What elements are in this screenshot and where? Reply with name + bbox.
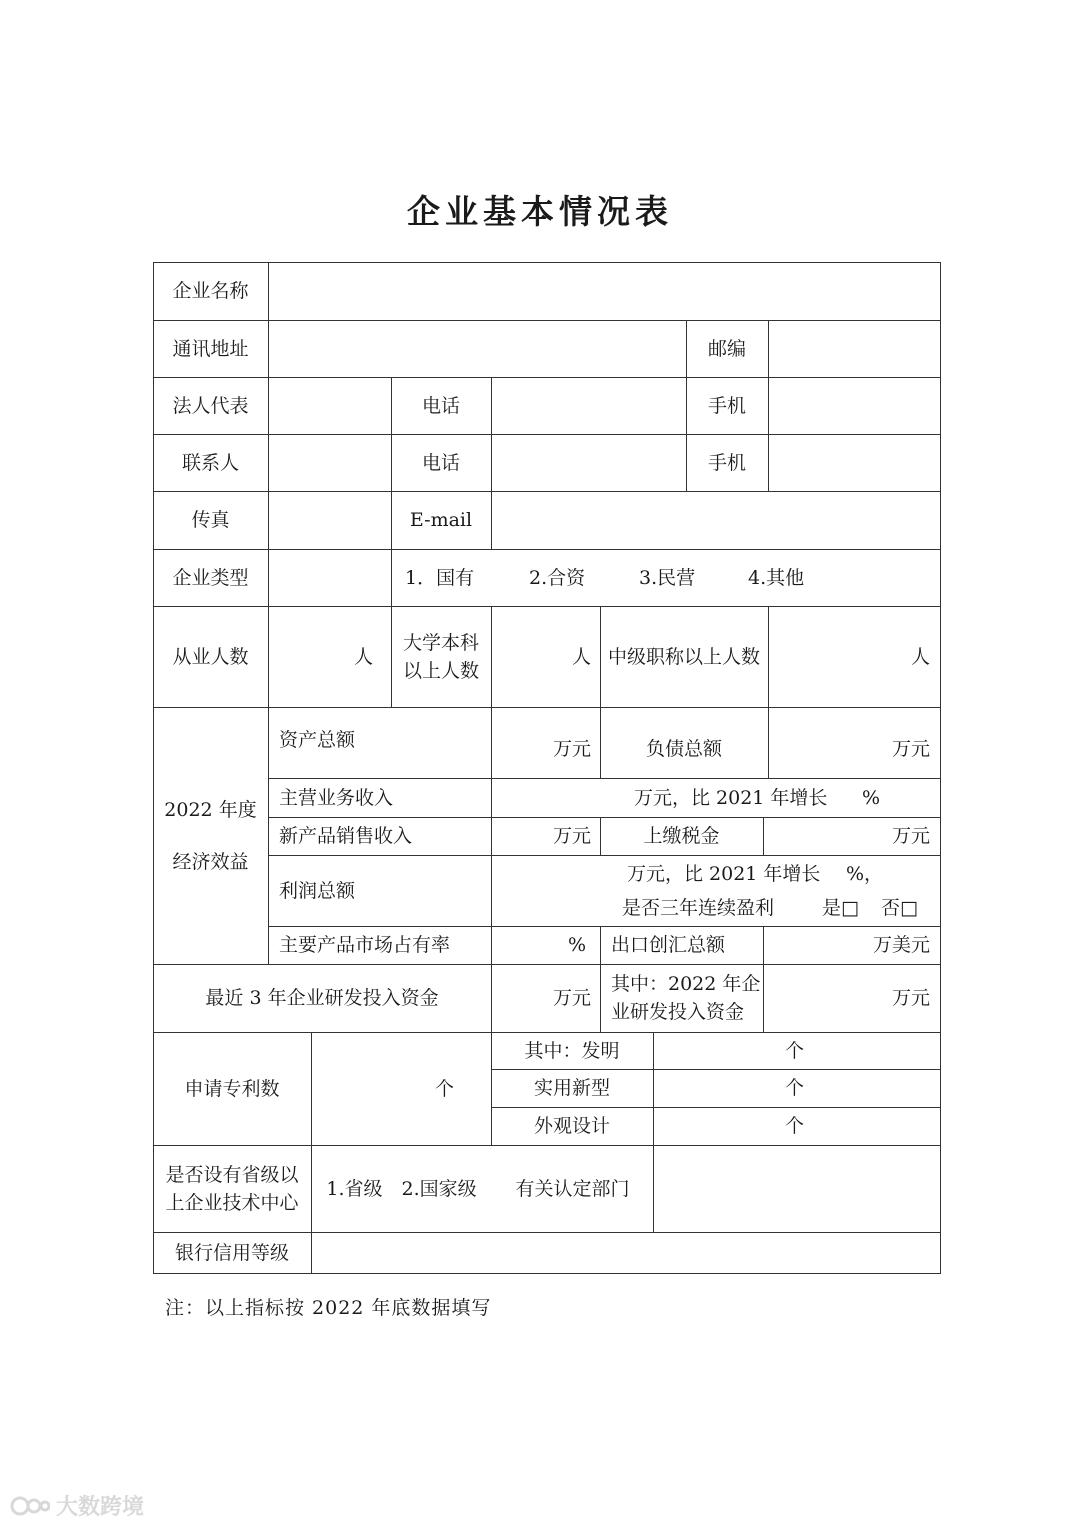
company-name-field[interactable] [269,262,940,320]
cert-dept-field[interactable] [654,1145,940,1232]
main-revenue-label: 主营业务收入 [279,786,394,809]
watermark-logo-icon [10,1493,50,1519]
year-label-line1: 2022 年度 [164,798,257,821]
mid-title-count-label: 中级职称以上人数 [607,645,760,668]
design-unit[interactable]: 个 [785,1115,805,1137]
total-assets-unit[interactable]: 万元 [552,738,591,760]
taxes-paid-label: 上缴税金 [643,825,720,847]
employees-label: 从业人数 [172,645,249,668]
contact-mobile-field[interactable] [769,434,940,491]
rd-3y-label: 最近 3 年企业研发投入资金 [205,987,439,1009]
rd-3y-unit[interactable]: 万元 [552,987,591,1009]
footnote: 注：以上指标按 2022 年底数据填写 [165,1297,492,1319]
tech-center-levels[interactable]: 1.省级 2.国家级 [326,1177,477,1200]
rd-2022-label-line1: 其中：2022 年企 [611,973,761,995]
tech-center-label-line1: 是否设有省级以 [165,1163,299,1186]
legal-rep-phone-field[interactable] [492,377,686,434]
main-revenue-percent: % [862,786,881,809]
legal-rep-label: 法人代表 [172,394,249,417]
legal-rep-phone-label: 电话 [421,394,460,417]
new-product-sales-label: 新产品销售收入 [279,825,413,847]
company-type-option-private[interactable]: 3.民营 [639,566,696,589]
company-type-option-jv[interactable]: 2.合资 [529,566,586,589]
year-label-line2: 经济效益 [172,850,249,873]
col-divider [600,926,601,1032]
profitable-yes-checkbox[interactable]: 是□ [822,897,859,919]
cert-dept-label: 有关认定部门 [515,1177,630,1200]
credit-rating-label: 银行信用等级 [174,1241,289,1264]
total-profit-label: 利润总额 [279,879,356,902]
bachelor-count-label [391,606,491,707]
postcode-field[interactable] [769,320,940,377]
employees-unit[interactable]: 人 [353,645,373,668]
contact-mobile-label: 手机 [707,451,746,474]
rd-2022-unit[interactable]: 万元 [891,987,930,1009]
company-type-option-state[interactable]: 1．国有 [405,566,475,589]
company-type-option-other[interactable]: 4.其他 [748,566,805,589]
utility-unit[interactable]: 个 [785,1077,805,1099]
company-type-label: 企业类型 [172,566,249,589]
company-name-label: 企业名称 [172,280,249,302]
market-share-percent[interactable]: % [567,934,586,956]
tech-center-label [153,1145,311,1232]
row-divider [153,707,941,708]
profitable-no-checkbox[interactable]: 否□ [881,897,918,919]
utility-label: 实用新型 [533,1077,610,1099]
contact-phone-field[interactable] [492,434,686,491]
mid-title-count-unit[interactable]: 人 [910,645,930,668]
invention-unit[interactable]: 个 [785,1039,805,1062]
form-title: 企业基本情况表 [407,192,673,231]
fax-label: 传真 [191,509,230,531]
invention-label: 其中：发明 [524,1039,620,1062]
total-assets-label: 资产总额 [279,729,356,751]
contact-field[interactable] [269,434,391,491]
bachelor-label-line1: 大学本科 [402,631,479,654]
tech-center-label-line2: 上企业技术中心 [165,1191,299,1214]
bachelor-label-line2: 以上人数 [402,659,479,682]
legal-rep-mobile-label: 手机 [707,394,746,417]
total-liabilities-label: 负债总额 [645,738,722,760]
profit-growth-text[interactable]: 万元，比 2021 年增长 [627,863,821,885]
watermark-text: 大数跨境 [56,1495,145,1520]
economic-benefit-label [153,707,268,964]
new-product-sales-unit[interactable]: 万元 [552,825,591,847]
main-revenue-growth-text[interactable]: 万元，比 2021 年增长 [634,786,828,809]
watermark [10,1490,144,1521]
design-label: 外观设计 [533,1115,610,1137]
legal-rep-mobile-field[interactable] [769,377,940,434]
bachelor-count-unit[interactable]: 人 [571,645,591,668]
patents-label: 申请专利数 [184,1077,280,1100]
rd-2022-label-line2: 业研发投入资金 [611,1001,745,1023]
address-field[interactable] [269,320,686,377]
postcode-label: 邮编 [707,337,746,360]
contact-phone-label: 电话 [421,451,460,474]
credit-rating-field[interactable] [312,1232,940,1273]
legal-rep-field[interactable] [269,377,391,434]
patents-unit[interactable]: 个 [434,1077,454,1100]
market-share-label: 主要产品市场占有率 [279,934,451,956]
email-field[interactable] [492,491,940,549]
profit-growth-percent: %， [846,863,884,885]
total-liabilities-unit[interactable]: 万元 [891,738,930,760]
export-unit[interactable]: 万美元 [872,934,930,956]
export-label: 出口创汇总额 [611,934,726,956]
email-label: E-mail [409,509,473,531]
profitable-3y-label: 是否三年连续盈利 [622,897,775,919]
contact-label: 联系人 [181,451,239,474]
fax-field[interactable] [269,491,391,549]
rd-2022-label [611,964,763,1032]
address-label: 通讯地址 [172,337,249,360]
taxes-paid-unit[interactable]: 万元 [891,825,930,847]
